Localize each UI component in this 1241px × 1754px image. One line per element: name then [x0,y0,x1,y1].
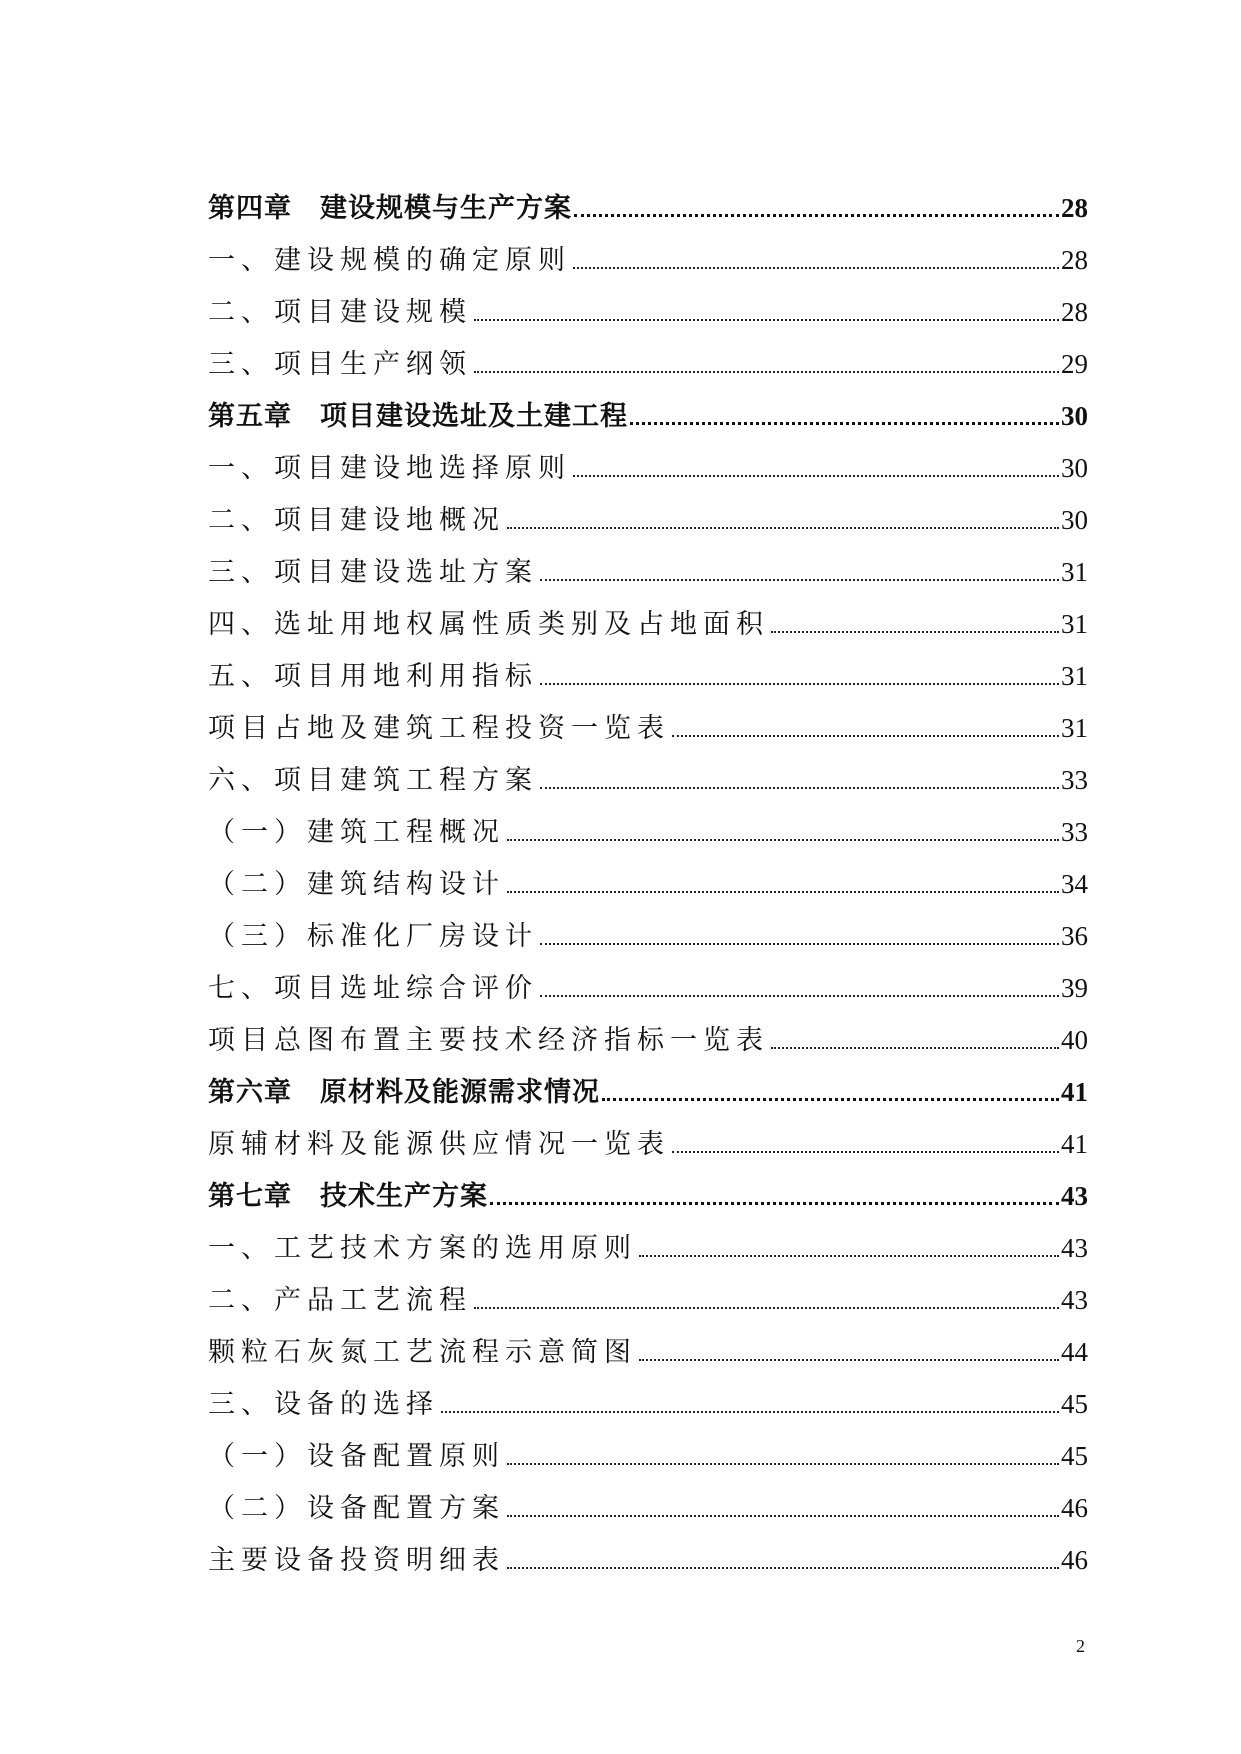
toc-entry-title: 三、项目生产纲领 [208,349,472,380]
toc-entry[interactable] [208,442,1088,494]
toc-entry-title: （二）设备配置方案 [208,1493,505,1524]
table-of-contents [208,182,1088,1586]
toc-entry-page: 33 [1061,817,1088,847]
toc-entry-title: 主要设备投资明细表 [208,1545,505,1576]
toc-chapter-entry[interactable] [208,182,1088,234]
toc-entry-title: 二、项目建设规模 [208,297,472,328]
toc-dot-leader [540,683,1059,685]
toc-entry-title: （一）建筑工程概况 [208,817,505,848]
toc-chapter-entry[interactable] [208,1066,1088,1118]
toc-dot-leader [507,1567,1059,1569]
toc-entry[interactable] [208,650,1088,702]
toc-entry-page: 31 [1061,557,1088,587]
toc-entry[interactable] [208,1482,1088,1534]
toc-entry[interactable] [208,494,1088,546]
toc-entry-title: 原辅材料及能源供应情况一览表 [208,1129,670,1160]
toc-dot-leader [672,735,1059,737]
toc-dot-leader [490,1202,1059,1205]
toc-dot-leader [540,579,1059,581]
toc-entry-title: 第四章 建设规模与生产方案 [208,193,572,224]
toc-entry-title: 六、项目建筑工程方案 [208,765,538,796]
toc-dot-leader [540,943,1059,945]
toc-entry[interactable] [208,1534,1088,1586]
toc-entry-title: 第五章 项目建设选址及土建工程 [208,401,628,432]
toc-entry-title: 四、选址用地权属性质类别及占地面积 [208,609,769,640]
toc-chapter-entry[interactable] [208,1170,1088,1222]
toc-dot-leader [540,995,1059,997]
toc-dot-leader [630,422,1059,425]
toc-entry[interactable] [208,286,1088,338]
toc-dot-leader [771,631,1059,633]
toc-entry[interactable] [208,1430,1088,1482]
toc-dot-leader [672,1151,1059,1153]
toc-entry-page: 43 [1061,1233,1088,1263]
page-number: 2 [1076,1636,1085,1656]
toc-dot-leader [474,1307,1059,1309]
toc-entry-page: 41 [1061,1077,1088,1107]
toc-entry-title: 三、项目建设选址方案 [208,557,538,588]
toc-entry-page: 30 [1061,505,1088,535]
toc-entry[interactable] [208,1118,1088,1170]
toc-entry-title: 一、项目建设地选择原则 [208,453,571,484]
toc-entry-page: 45 [1061,1389,1088,1419]
toc-entry-title: 第七章 技术生产方案 [208,1181,488,1212]
toc-entry-page: 46 [1061,1545,1088,1575]
toc-dot-leader [574,214,1059,217]
toc-entry-title: 项目占地及建筑工程投资一览表 [208,713,670,744]
toc-dot-leader [507,1515,1059,1517]
toc-entry-page: 39 [1061,973,1088,1003]
toc-entry-title: 五、项目用地利用指标 [208,661,538,692]
toc-entry-title: 七、项目选址综合评价 [208,973,538,1004]
toc-entry-page: 40 [1061,1025,1088,1055]
toc-entry[interactable] [208,1326,1088,1378]
toc-entry[interactable] [208,1014,1088,1066]
toc-entry-title: 三、设备的选择 [208,1389,439,1420]
toc-entry-title: 项目总图布置主要技术经济指标一览表 [208,1025,769,1056]
toc-dot-leader [639,1359,1059,1361]
toc-entry-title: 第六章 原材料及能源需求情况 [208,1077,600,1108]
toc-entry[interactable] [208,1222,1088,1274]
toc-entry[interactable] [208,858,1088,910]
toc-entry-page: 31 [1061,609,1088,639]
toc-entry[interactable] [208,910,1088,962]
toc-entry-page: 43 [1061,1181,1088,1211]
toc-entry-title: 颗粒石灰氮工艺流程示意简图 [208,1337,637,1368]
toc-entry-page: 31 [1061,713,1088,743]
toc-dot-leader [507,891,1059,893]
toc-entry-page: 43 [1061,1285,1088,1315]
toc-entry-page: 29 [1061,349,1088,379]
toc-dot-leader [507,1463,1059,1465]
toc-entry[interactable] [208,546,1088,598]
toc-chapter-entry[interactable] [208,390,1088,442]
toc-entry[interactable] [208,338,1088,390]
toc-entry-page: 33 [1061,765,1088,795]
toc-entry[interactable] [208,702,1088,754]
toc-entry-title: （三）标准化厂房设计 [208,921,538,952]
toc-entry-title: 二、项目建设地概况 [208,505,505,536]
toc-dot-leader [573,267,1059,269]
toc-entry-page: 28 [1061,193,1088,223]
toc-entry-page: 34 [1061,869,1088,899]
toc-entry-page: 44 [1061,1337,1088,1367]
toc-entry-title: 一、工艺技术方案的选用原则 [208,1233,637,1264]
toc-entry[interactable] [208,1274,1088,1326]
toc-dot-leader [507,527,1059,529]
toc-entry[interactable] [208,1378,1088,1430]
toc-dot-leader [540,787,1059,789]
toc-dot-leader [474,371,1059,373]
toc-entry[interactable] [208,962,1088,1014]
toc-entry-page: 28 [1061,297,1088,327]
toc-entry-title: 二、产品工艺流程 [208,1285,472,1316]
toc-entry[interactable] [208,234,1088,286]
toc-dot-leader [474,319,1059,321]
toc-entry[interactable] [208,754,1088,806]
toc-dot-leader [602,1098,1059,1101]
toc-entry-title: （二）建筑结构设计 [208,869,505,900]
toc-dot-leader [573,475,1059,477]
toc-entry-page: 46 [1061,1493,1088,1523]
toc-entry[interactable] [208,598,1088,650]
toc-entry-page: 36 [1061,921,1088,951]
toc-entry-title: （一）设备配置原则 [208,1441,505,1472]
toc-entry-page: 41 [1061,1129,1088,1159]
toc-dot-leader [441,1411,1059,1413]
toc-dot-leader [771,1047,1059,1049]
toc-entry-page: 45 [1061,1441,1088,1471]
toc-entry-page: 28 [1061,245,1088,275]
toc-dot-leader [639,1255,1059,1257]
toc-entry-page: 30 [1061,401,1088,431]
toc-entry[interactable] [208,806,1088,858]
toc-entry-page: 30 [1061,453,1088,483]
toc-entry-page: 31 [1061,661,1088,691]
toc-entry-title: 一、建设规模的确定原则 [208,245,571,276]
toc-dot-leader [507,839,1059,841]
